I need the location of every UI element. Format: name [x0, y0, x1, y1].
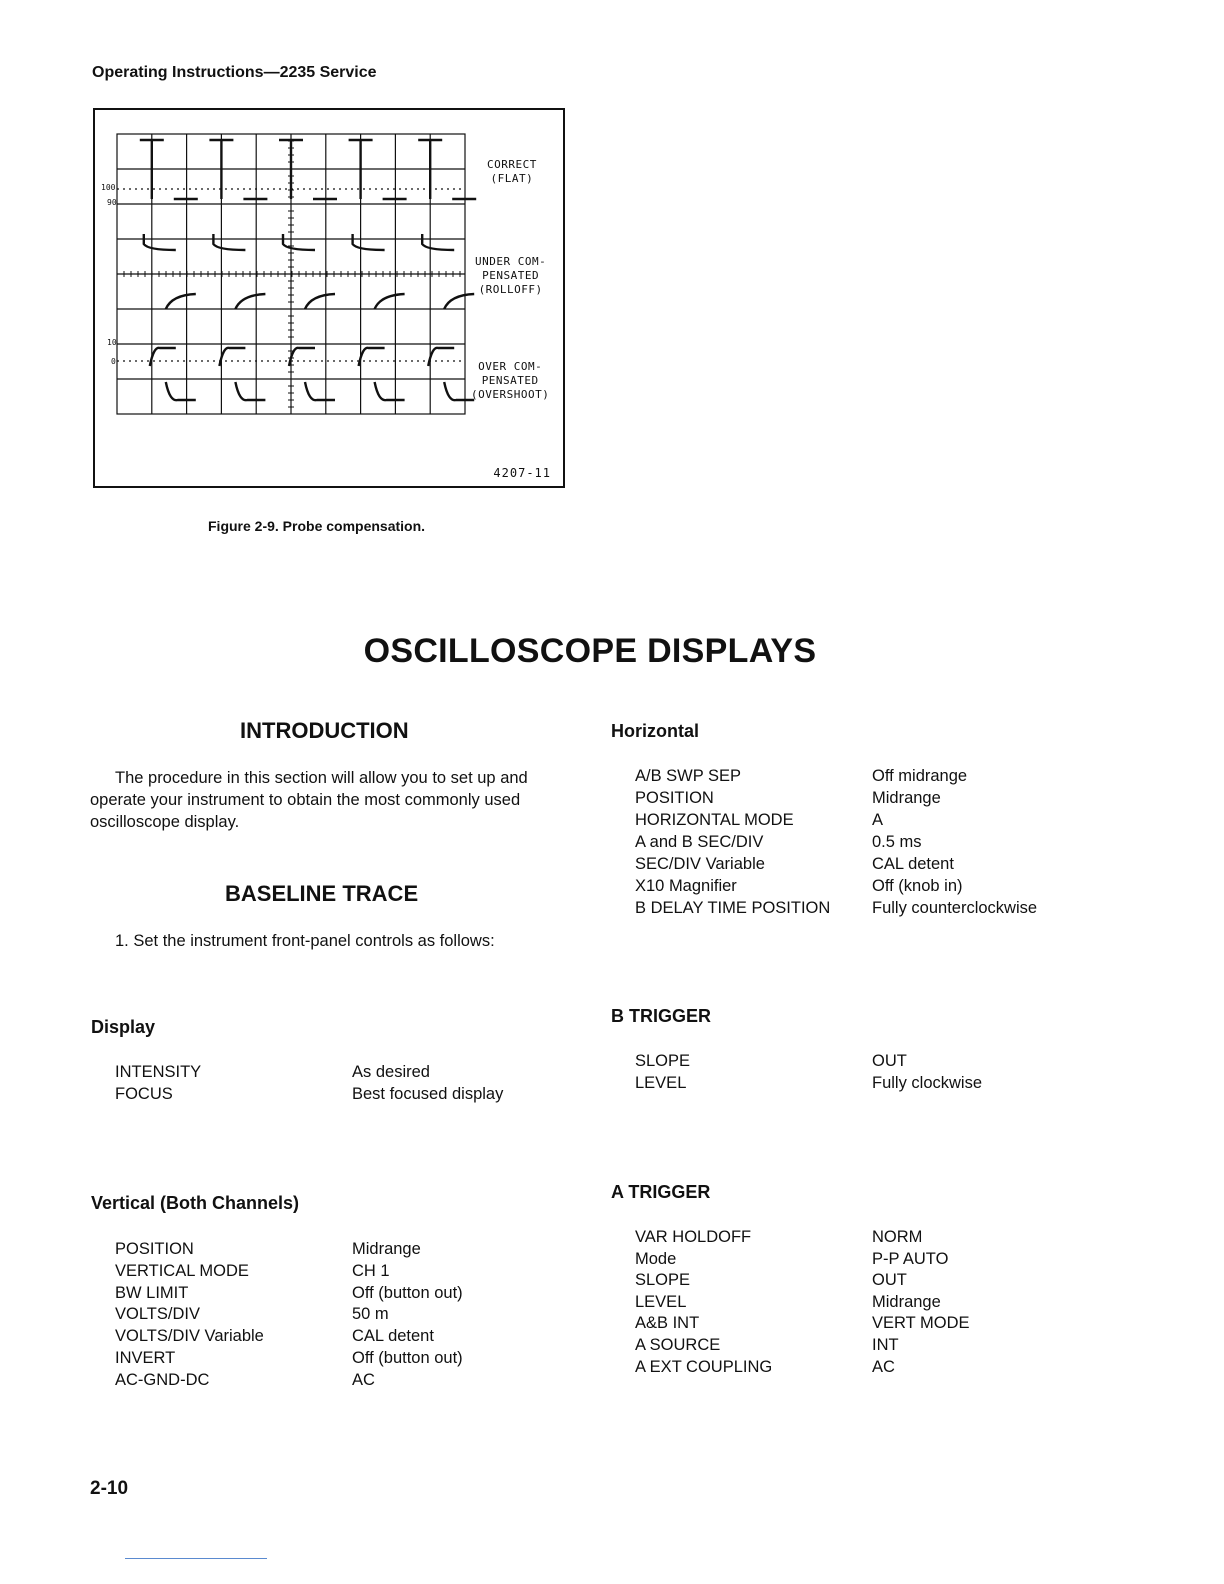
- setting-label: HORIZONTAL MODE: [635, 811, 794, 829]
- scale-10: 10: [107, 338, 117, 347]
- setting-label: X10 Magnifier: [635, 877, 737, 895]
- setting-label: B DELAY TIME POSITION: [635, 899, 831, 917]
- setting-value: NORM: [872, 1228, 923, 1246]
- section-title: OSCILLOSCOPE DISPLAYS: [363, 632, 817, 670]
- setting-value: OUT: [872, 1271, 907, 1290]
- setting-label: LEVEL: [635, 1074, 687, 1092]
- setting-value: CAL detent: [352, 1327, 434, 1346]
- setting-label: SLOPE: [635, 1271, 691, 1290]
- setting-value: As desired: [352, 1063, 430, 1081]
- setting-value: Best focused display: [352, 1085, 504, 1103]
- setting-value: Off midrange: [872, 767, 968, 785]
- setting-value: P-P AUTO: [872, 1249, 949, 1268]
- setting-value: Off (knob in): [872, 877, 963, 895]
- setting-label: VOLTS/DIV: [115, 1305, 200, 1324]
- scale-100: 100: [101, 183, 116, 192]
- setting-label: FOCUS: [115, 1085, 173, 1103]
- setting-value: Midrange: [352, 1240, 421, 1258]
- setting-value: Fully counterclockwise: [872, 899, 1038, 917]
- label-correct: CORRECT (FLAT): [487, 158, 537, 185]
- label-under-compensated: UNDER COM- PENSATED (ROLLOFF): [475, 255, 547, 296]
- display-heading: Display: [91, 1017, 156, 1037]
- scale-0: 0: [111, 357, 116, 366]
- setting-label: INVERT: [115, 1349, 176, 1367]
- introduction-heading: INTRODUCTION: [240, 718, 409, 743]
- label-over-compensated: OVER COM- PENSATED (OVERSHOOT): [471, 360, 550, 401]
- setting-value: 50 m: [352, 1305, 389, 1324]
- setting-value: VERT MODE: [872, 1314, 970, 1333]
- setting-label: A and B SEC/DIV: [635, 833, 764, 851]
- setting-label: A EXT COUPLING: [635, 1357, 773, 1376]
- setting-label: A SOURCE: [635, 1336, 721, 1354]
- setting-label: SLOPE: [635, 1052, 691, 1070]
- baseline-heading: BASELINE TRACE: [225, 881, 419, 906]
- baseline-step: 1. Set the instrument front-panel controls as follows:: [115, 932, 495, 950]
- page-number: 2-10: [90, 1478, 129, 1499]
- running-header: Operating Instructions—2235 Service: [92, 64, 377, 81]
- figure-number: 4207-11: [493, 466, 551, 480]
- setting-label: AC-GND-DC: [115, 1370, 210, 1389]
- setting-label: LEVEL: [635, 1292, 687, 1311]
- setting-label: VAR HOLDOFF: [635, 1228, 752, 1246]
- setting-label: POSITION: [115, 1240, 194, 1258]
- setting-value: INT: [872, 1336, 899, 1354]
- setting-value: 0.5 ms: [872, 833, 922, 851]
- setting-value: Off (button out): [352, 1283, 463, 1302]
- setting-value: Midrange: [872, 789, 941, 807]
- vertical-heading: Vertical (Both Channels): [91, 1193, 300, 1213]
- setting-label: BW LIMIT: [115, 1283, 189, 1302]
- setting-value: AC: [872, 1357, 895, 1376]
- setting-label: SEC/DIV Variable: [635, 855, 765, 873]
- setting-value: CAL detent: [872, 855, 954, 873]
- introduction-paragraph: The procedure in this section will allow you to set up and operate your instrument to obtain the most commonly used oscilloscope display.: [90, 769, 528, 831]
- setting-value: Midrange: [872, 1292, 941, 1311]
- setting-value: Fully clockwise: [872, 1074, 983, 1092]
- setting-label: Mode: [635, 1249, 677, 1268]
- setting-label: POSITION: [635, 789, 714, 807]
- b-trigger-heading: B TRIGGER: [611, 1006, 712, 1026]
- setting-value: OUT: [872, 1052, 907, 1070]
- setting-label: VOLTS/DIV Variable: [115, 1327, 264, 1346]
- setting-label: A/B SWP SEP: [635, 767, 742, 785]
- setting-label: A&B INT: [635, 1314, 700, 1333]
- setting-label: INTENSITY: [115, 1063, 202, 1081]
- setting-value: AC: [352, 1370, 375, 1389]
- probe-compensation-figure: [93, 108, 565, 488]
- scale-90: 90: [107, 198, 117, 207]
- horizontal-heading: Horizontal: [611, 721, 699, 741]
- figure-caption: Figure 2-9. Probe compensation.: [208, 518, 426, 534]
- divider-line: [125, 1558, 267, 1559]
- setting-value: Off (button out): [352, 1349, 463, 1367]
- setting-value: A: [872, 811, 884, 829]
- a-trigger-heading: A TRIGGER: [611, 1182, 711, 1202]
- setting-label: VERTICAL MODE: [115, 1261, 249, 1280]
- setting-value: CH 1: [352, 1261, 390, 1280]
